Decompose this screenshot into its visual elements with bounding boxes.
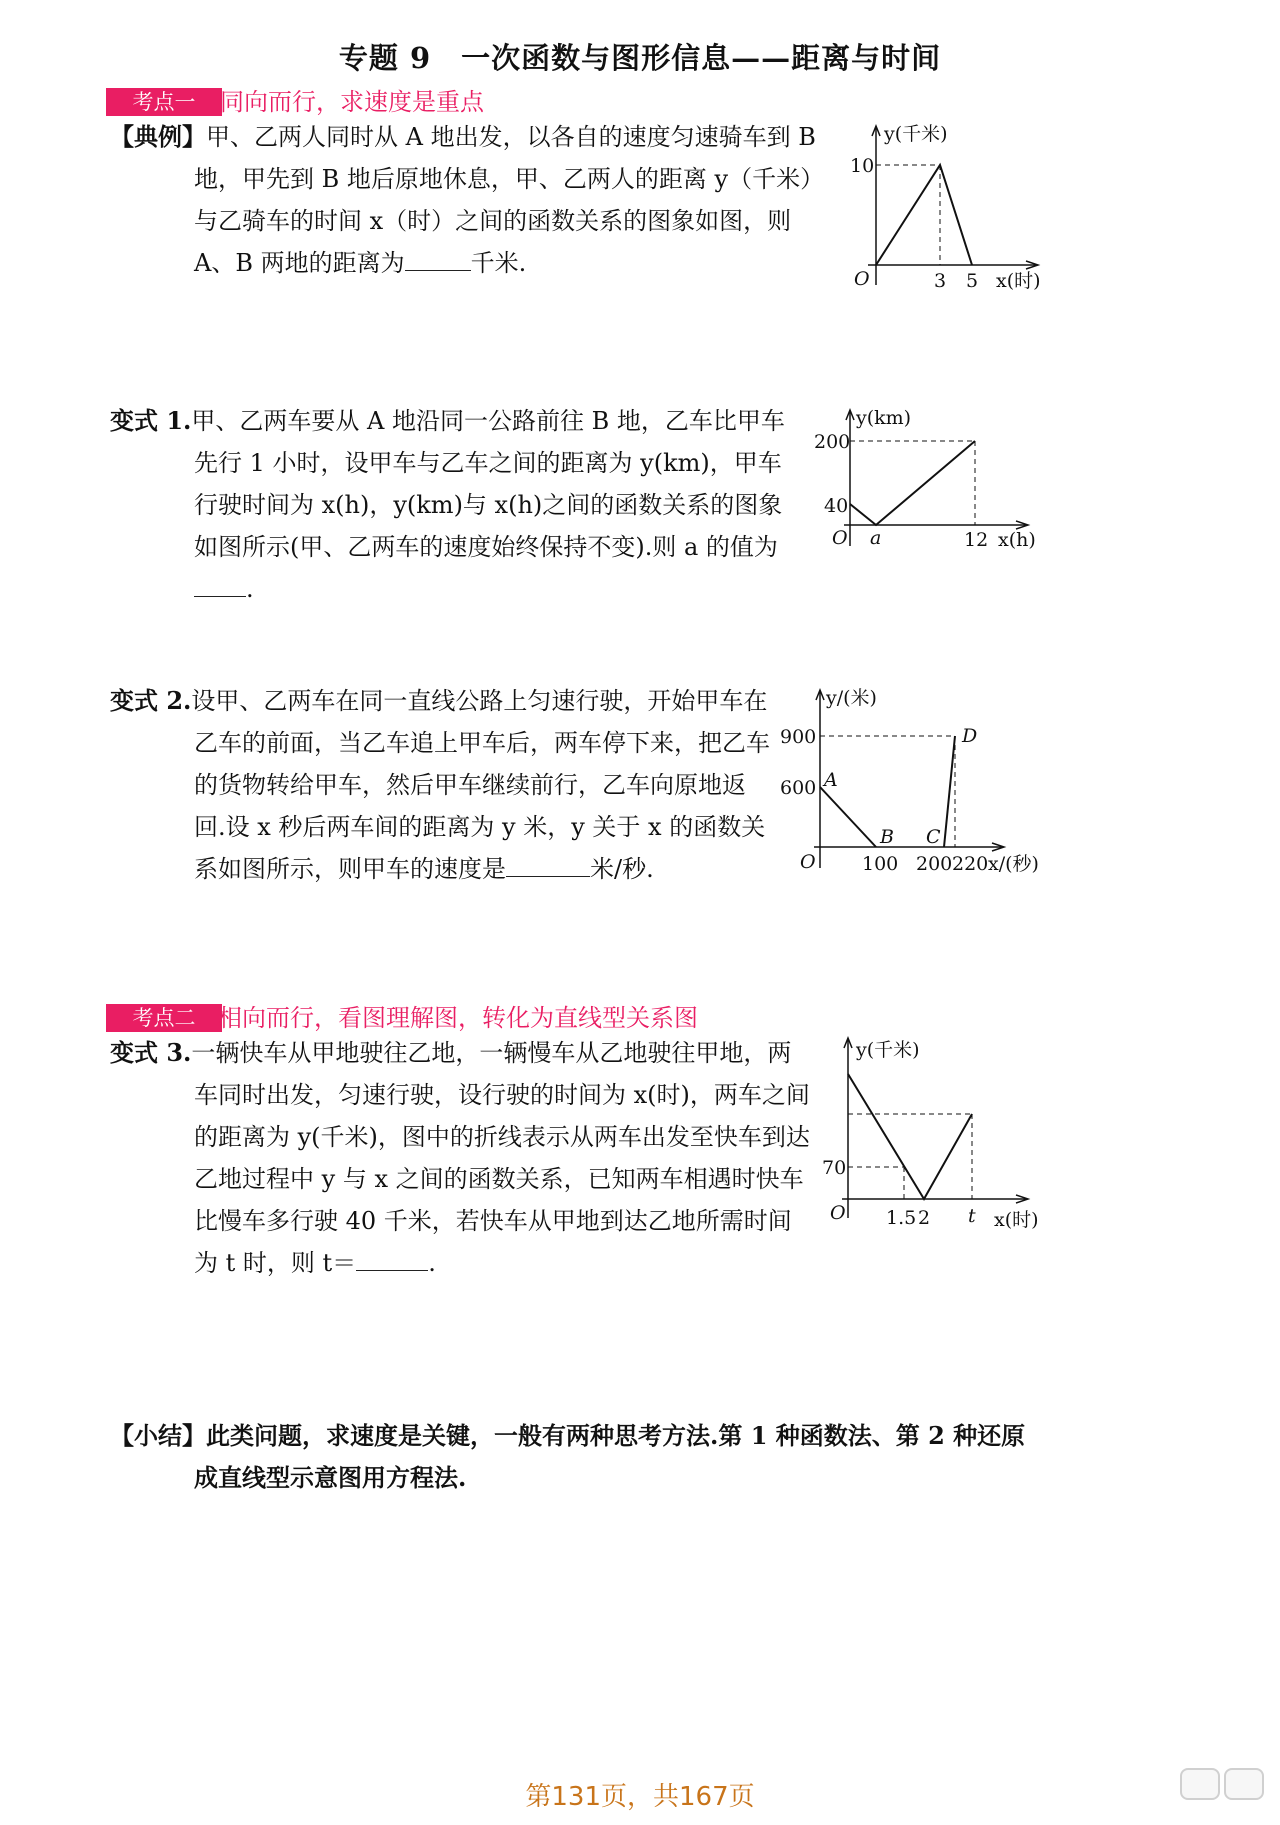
series-line — [876, 165, 972, 265]
series-line — [820, 787, 876, 847]
section-title-2: 相向而行，看图理解图，转化为直线型关系图 — [218, 1004, 698, 1032]
x-axis-label: x(时) — [994, 1209, 1039, 1231]
y-axis-label: y/(米) — [826, 687, 877, 709]
summary — [110, 1415, 1040, 1499]
y-axis-label: y(千米) — [856, 1039, 920, 1061]
variant1-text: 甲、乙两车要从 A 地沿同一公路前往 B 地，乙车比甲车先行 1 小时，设甲车与乙车之间的距离为 y(km)，甲车行驶时间为 x(h)，y(km)与 x(h)之间的函数关系的图象如图所示(甲、乙两车的速度始终保持不变).则 a 的值为 — [191, 407, 785, 561]
variant2-suffix: 米/秒. — [590, 855, 654, 883]
series-line — [944, 736, 955, 847]
summary-text: 此类问题，求速度是关键，一般有两种思考方法.第 1 种函数法、第 2 种还原成直线型示意图用方程法. — [194, 1421, 1026, 1492]
chart-variant2 — [780, 686, 1060, 886]
x-tick-label: a — [870, 527, 882, 549]
origin-label: O — [800, 851, 816, 873]
y-tick-label: 900 — [780, 726, 817, 748]
variant3-label: 变式 3. — [110, 1038, 192, 1067]
page-title: 专题 9 一次函数与图形信息——距离与时间 — [338, 41, 942, 75]
x-axis-label: x(时) — [996, 270, 1041, 292]
origin-label: O — [832, 527, 848, 549]
x-tick-label: 12 — [964, 529, 989, 551]
x-axis-label: x/(秒) — [988, 853, 1039, 875]
chart-variant1 — [810, 406, 1050, 566]
x-axis-label: x(h) — [998, 529, 1036, 551]
variant1-label: 变式 1. — [110, 406, 192, 435]
variant3-suffix: . — [428, 1249, 436, 1277]
x-tick-label: 2 — [918, 1207, 931, 1229]
origin-label: O — [854, 268, 870, 290]
point-label-a: A — [824, 769, 838, 791]
variant3-text: 一辆快车从甲地驶往乙地，一辆慢车从乙地驶往甲地，两车同时出发，匀速行驶，设行驶的时间为 x(时)，两车之间的距离为 y(千米)，图中的折线表示从两车出发至快车到达乙地过程中 y 与 x 之间的函数关系，已知两车相遇时快车比慢车多行驶 40 千米，若快车从甲地到达乙地所需时间为 t 时，则 t＝ — [191, 1039, 810, 1277]
section-tag-1: 考点一 — [106, 88, 222, 116]
x-tick-label: t — [968, 1205, 976, 1227]
section-title-1: 同向而行，求速度是重点 — [220, 88, 484, 116]
y-tick-label: 200 — [814, 431, 851, 453]
answer-blank — [194, 568, 246, 597]
y-tick-label: 70 — [822, 1157, 847, 1179]
example-label: 【典例】 — [110, 122, 206, 151]
x-tick-label: 220 — [952, 853, 989, 875]
variant1-problem — [110, 400, 800, 610]
point-label-c: C — [926, 826, 941, 848]
point-label-d: D — [962, 725, 978, 747]
page-number: 第131页，共167页 — [525, 1782, 755, 1812]
y-axis-label: y(km) — [856, 407, 912, 429]
variant1-suffix: . — [246, 575, 254, 603]
section-tag-2: 考点二 — [106, 1004, 222, 1032]
answer-blank — [405, 242, 471, 271]
variant2-problem — [110, 680, 770, 890]
chart-variant3 — [820, 1034, 1060, 1234]
answer-blank — [356, 1242, 428, 1271]
y-tick-label: 40 — [824, 495, 849, 517]
variant2-label: 变式 2. — [110, 686, 192, 715]
series-line — [848, 1074, 972, 1199]
example-problem — [110, 116, 830, 284]
x-tick-label: 100 — [862, 853, 899, 875]
example-suffix: 千米. — [470, 249, 527, 277]
summary-label: 【小结】 — [110, 1421, 206, 1450]
series-line — [850, 441, 975, 525]
origin-label: O — [830, 1202, 846, 1224]
y-tick-label: 10 — [850, 155, 875, 177]
variant3-problem — [110, 1032, 810, 1284]
x-tick-label: 200 — [916, 853, 953, 875]
x-tick-label: 5 — [966, 270, 979, 292]
y-tick-label: 600 — [780, 777, 817, 799]
x-tick-label: 1.5 — [886, 1207, 917, 1229]
example-text: 甲、乙两人同时从 A 地出发，以各自的速度匀速骑车到 B 地，甲先到 B 地后原地休息，甲、乙两人的距离 y（千米）与乙骑车的时间 x（时）之间的函数关系的图象如图，则 A、B 两地的距离为 — [194, 123, 825, 277]
x-tick-label: 3 — [934, 270, 947, 292]
point-label-b: B — [880, 826, 894, 848]
chart-example — [840, 120, 1060, 300]
y-axis-label: y(千米) — [884, 123, 948, 145]
variant2-text: 设甲、乙两车在同一直线公路上匀速行驶，开始甲车在乙车的前面，当乙车追上甲车后，两车停下来，把乙车的货物转给甲车，然后甲车继续前行，乙车向原地返回.设 x 秒后两车间的距离为 y 米，y 关于 x 的函数关系如图所示，则甲车的速度是 — [191, 687, 770, 883]
answer-blank — [506, 848, 590, 877]
